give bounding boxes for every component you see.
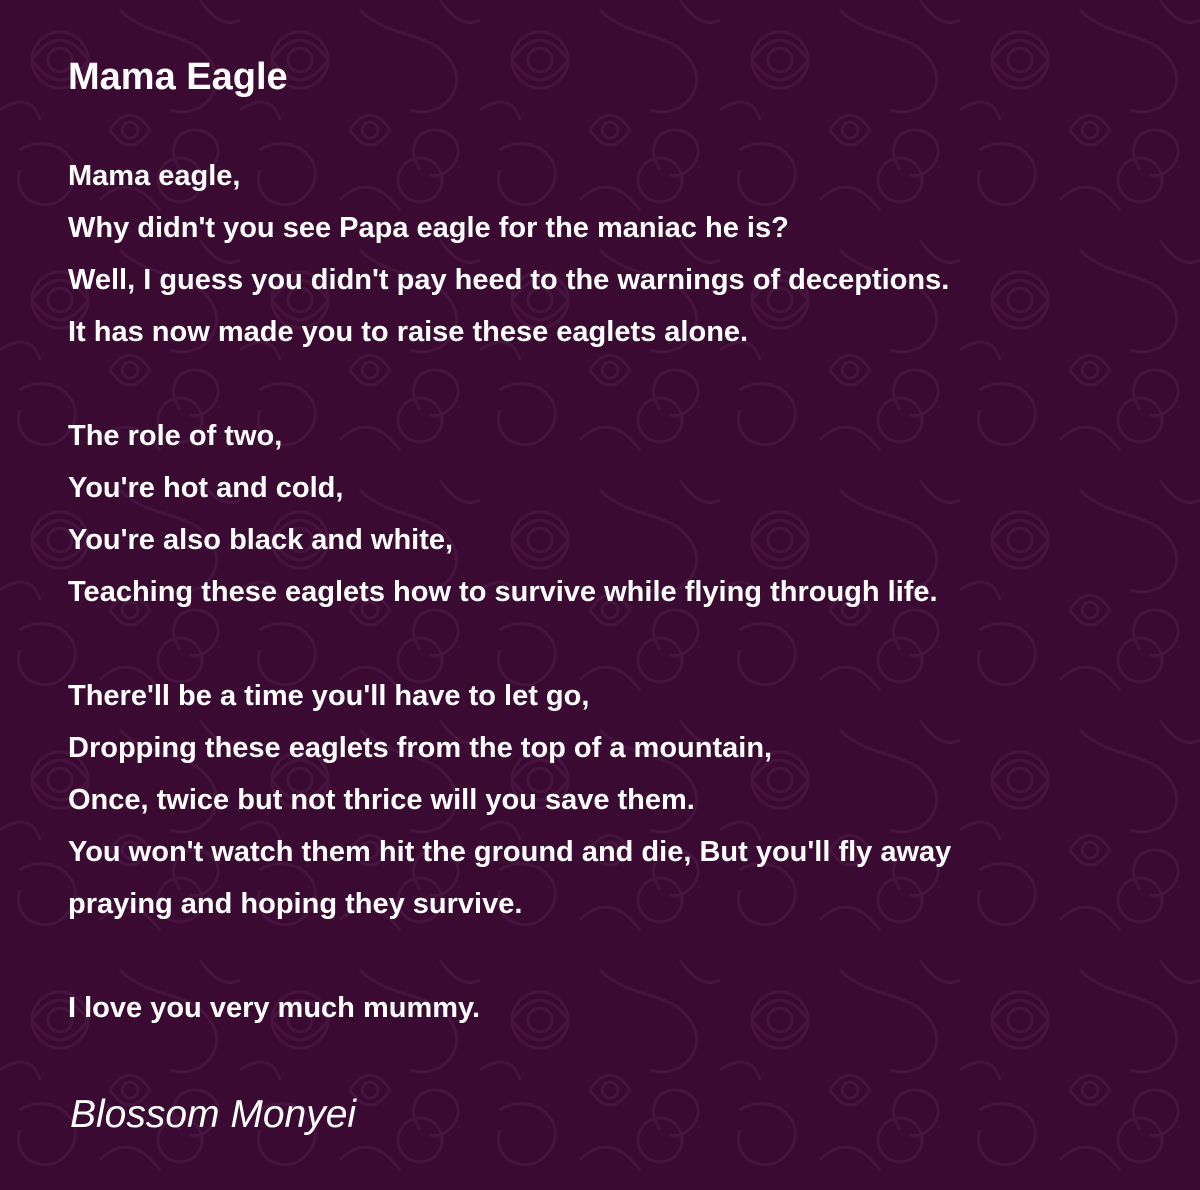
poem-line: You're hot and cold, [68, 472, 344, 504]
poem-line: You won't watch them hit the ground and die, But you'll fly away [68, 836, 952, 868]
poem-title: Mama Eagle [68, 56, 288, 98]
stanza-break [68, 930, 1148, 982]
poem-line: Teaching these eaglets how to survive while flying through life. [68, 576, 938, 608]
poem-line: You're also black and white, [68, 524, 454, 556]
stanza-break [68, 358, 1148, 410]
poem-line: Dropping these eaglets from the top of a mountain, [68, 732, 773, 764]
poem-line: I love you very much mummy. [68, 992, 481, 1024]
poem-line: Why didn't you see Papa eagle for the maniac he is? [68, 212, 789, 244]
poem-line: Well, I guess you didn't pay heed to the warnings of deceptions. [68, 264, 950, 296]
poem-line: Once, twice but not thrice will you save them. [68, 784, 695, 816]
poem-line: There'll be a time you'll have to let go, [68, 680, 590, 712]
stanza-break [68, 618, 1148, 670]
poem-line: It has now made you to raise these eaglets alone. [68, 316, 749, 348]
poem-line: praying and hoping they survive. [68, 888, 523, 920]
poem-author: Blossom Monyei [70, 1093, 357, 1136]
poem-line: The role of two, [68, 420, 283, 452]
poem-body [68, 150, 1148, 1034]
poem-line: Mama eagle, [68, 160, 241, 192]
